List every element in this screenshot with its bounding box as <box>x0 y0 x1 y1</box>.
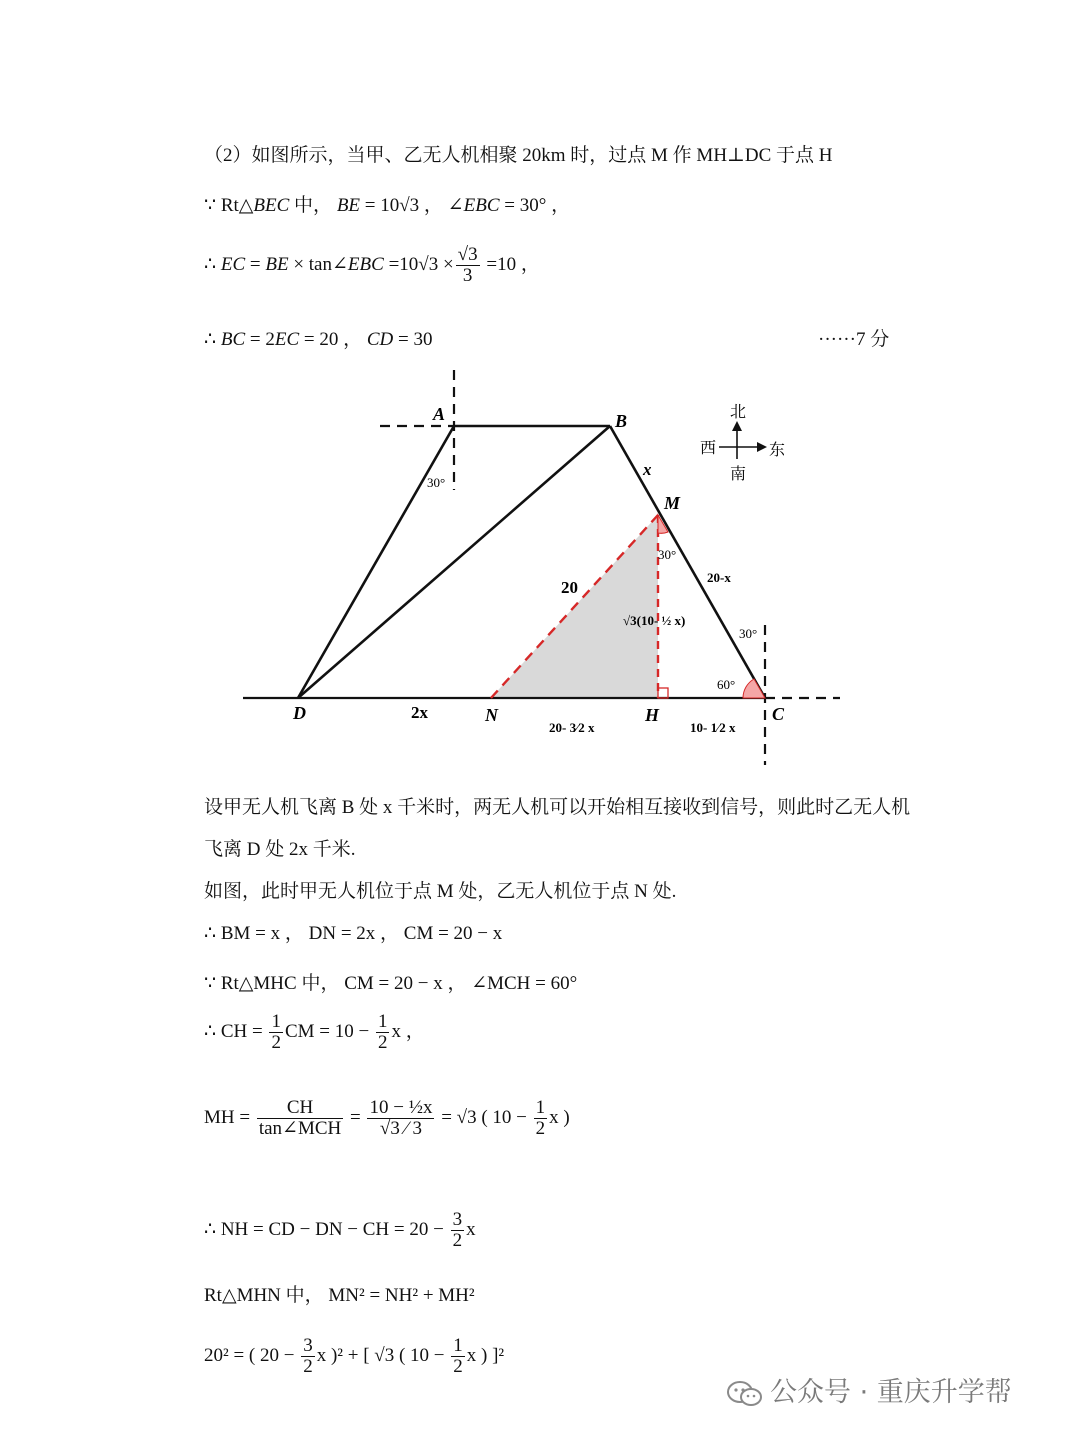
e3-fraction-2 <box>376 1012 390 1053</box>
label-angle-30-a: 30° <box>427 475 446 490</box>
l2-d: BE <box>336 195 361 216</box>
paragraph-1 <box>204 792 910 819</box>
e3-den-2: 2 <box>377 1031 388 1053</box>
geometry-diagram <box>235 365 845 770</box>
e4-den-2: √3 ⁄ 3 <box>379 1117 423 1139</box>
line-3 <box>204 245 540 286</box>
l3-f: EBC <box>347 253 384 275</box>
l2-c: 中， <box>289 195 337 216</box>
e5-fraction <box>451 1210 465 1251</box>
compass-south: 南 <box>730 464 747 483</box>
label-mh-expression: √3(10- ½ x) <box>623 613 686 628</box>
e7-fraction-2 <box>451 1336 465 1377</box>
e3-fraction-1 <box>269 1012 283 1053</box>
e5-num: 3 <box>452 1209 463 1230</box>
paragraph-2-text: 飞离 D 处 2x 千米. <box>204 839 356 860</box>
e4-c: = √3 ( 10 − <box>436 1106 532 1128</box>
right-angle-mark-h <box>658 688 668 698</box>
wechat-logo-icon <box>726 1380 764 1408</box>
l3-den: 3 <box>462 264 473 286</box>
compass-west: 西 <box>700 438 717 457</box>
line-2 <box>204 190 570 217</box>
l3-c: = <box>245 253 266 275</box>
l3-e: × tan∠ <box>288 253 348 275</box>
equation-5 <box>204 1210 476 1251</box>
l3-h: =10 ， <box>481 253 540 275</box>
equation-7 <box>204 1336 504 1377</box>
label-20: 20 <box>561 578 578 597</box>
label-d: D <box>293 703 306 723</box>
l4-c: = 2 <box>245 329 275 350</box>
l2-f: EBC <box>463 195 500 216</box>
label-angle-30-c: 30° <box>739 626 758 641</box>
watermark <box>726 1370 1012 1409</box>
l2-g: = 30° ， <box>499 195 571 216</box>
e4-fraction-1 <box>257 1098 343 1139</box>
l4-e: = 20 ， <box>299 329 367 350</box>
e4-num-3: 1 <box>535 1097 546 1118</box>
label-h: H <box>645 705 660 725</box>
e7-b: x )² + [ √3 ( 10 − <box>316 1344 450 1366</box>
compass-north: 北 <box>730 402 747 421</box>
paragraph-1-text: 设甲无人机飞离 B 处 x 千米时，两无人机可以开始相互接收到信号，则此时乙无人机 <box>204 797 911 818</box>
compass-east-arrow-icon <box>757 442 767 452</box>
e3-num-1: 1 <box>271 1011 281 1032</box>
e4-a: MH = <box>204 1106 255 1128</box>
compass-north-arrow-icon <box>732 421 742 431</box>
l4-d: EC <box>274 329 300 350</box>
l4-f: CD <box>366 329 394 350</box>
line-1-text: （2）如图所示，当甲、乙无人机相聚 20km 时，过点 M 作 MH⊥DC 于点 H <box>204 145 833 166</box>
equation-1 <box>204 918 502 945</box>
paragraph-2 <box>204 834 355 861</box>
l3-num: √3 <box>457 244 478 265</box>
label-nh-expression: 20- 3⁄2 x <box>549 720 595 735</box>
l4-g: = 30 <box>393 329 433 350</box>
paragraph-3-text: 如图，此时甲无人机位于点 M 处，乙无人机位于点 N 处. <box>204 881 677 902</box>
compass-east: 东 <box>769 440 786 459</box>
e4-b: = <box>345 1106 366 1128</box>
label-angle-60-c: 60° <box>717 677 736 692</box>
e7-a: 20² = ( 20 − <box>204 1344 300 1366</box>
watermark-text: 公众号 · 重庆升学帮 <box>770 1377 1012 1408</box>
label-c: C <box>772 704 785 724</box>
e3-den-1: 2 <box>271 1031 281 1053</box>
e5-den: 2 <box>452 1229 463 1251</box>
label-m: M <box>664 493 681 513</box>
l4-a: ∴ <box>204 329 221 350</box>
e7-num-1: 3 <box>303 1335 313 1356</box>
l4-b: BC <box>220 329 246 350</box>
l3-a: ∴ <box>204 253 221 275</box>
e7-fraction-1 <box>301 1336 315 1377</box>
e4-num-1: CH <box>257 1098 343 1119</box>
e7-den-1: 2 <box>303 1355 313 1377</box>
l3-b: EC <box>220 253 246 275</box>
l3-fraction <box>456 245 480 286</box>
e4-d: x ) <box>549 1106 570 1128</box>
e3-num-2: 1 <box>377 1011 388 1032</box>
segment-ad <box>298 426 454 698</box>
equation-1-text: ∴ BM = x ， DN = 2x ， CM = 20 − x <box>204 923 503 944</box>
l3-d: BE <box>265 253 289 275</box>
l2-e: = 10√3 ， ∠ <box>360 195 464 216</box>
equation-2 <box>204 968 577 995</box>
compass <box>700 402 785 483</box>
e7-den-2: 2 <box>453 1355 463 1377</box>
label-a: A <box>433 404 446 424</box>
equation-6-text: Rt△MHN 中， MN² = NH² + MH² <box>204 1285 475 1306</box>
label-hc-expression: 10- 1⁄2 x <box>690 720 736 735</box>
label-b: B <box>615 411 628 431</box>
e3-a: ∴ CH = <box>204 1020 268 1042</box>
score-mark <box>818 324 889 351</box>
label-angle-30-m: 30° <box>658 547 677 562</box>
e4-den-1: tan∠MCH <box>258 1117 342 1139</box>
e7-num-2: 1 <box>453 1335 463 1356</box>
e3-b: CM = 10 − <box>284 1020 374 1042</box>
score-text: ······7 分 <box>818 329 890 350</box>
e4-fraction-2 <box>367 1098 434 1139</box>
equation-6 <box>204 1280 475 1307</box>
e4-den-3: 2 <box>535 1117 546 1139</box>
l2-a: ∵ Rt△ <box>204 195 254 216</box>
l2-b: BEC <box>253 195 290 216</box>
label-n: N <box>485 705 498 725</box>
e5-a: ∴ NH = CD − DN − CH = 20 − <box>204 1218 449 1240</box>
e4-num-2: 10 − ½x <box>369 1097 433 1118</box>
equation-3 <box>204 1012 425 1053</box>
l3-g: =10√3 × <box>383 253 454 275</box>
e3-c: x ， <box>391 1020 425 1042</box>
label-20-minus-x: 20-x <box>707 570 731 585</box>
e7-c: x ) ]² <box>466 1344 505 1366</box>
line-4 <box>204 324 432 351</box>
equation-4 <box>204 1098 570 1139</box>
angle-arc-c <box>743 679 765 698</box>
line-1 <box>204 140 833 167</box>
label-2x: 2x <box>411 703 428 722</box>
e5-b: x <box>466 1218 476 1240</box>
paragraph-3 <box>204 876 676 903</box>
equation-2-text: ∵ Rt△MHC 中， CM = 20 − x ， ∠MCH = 60° <box>204 973 578 994</box>
e4-fraction-3 <box>534 1098 548 1139</box>
label-x: x <box>643 460 652 479</box>
